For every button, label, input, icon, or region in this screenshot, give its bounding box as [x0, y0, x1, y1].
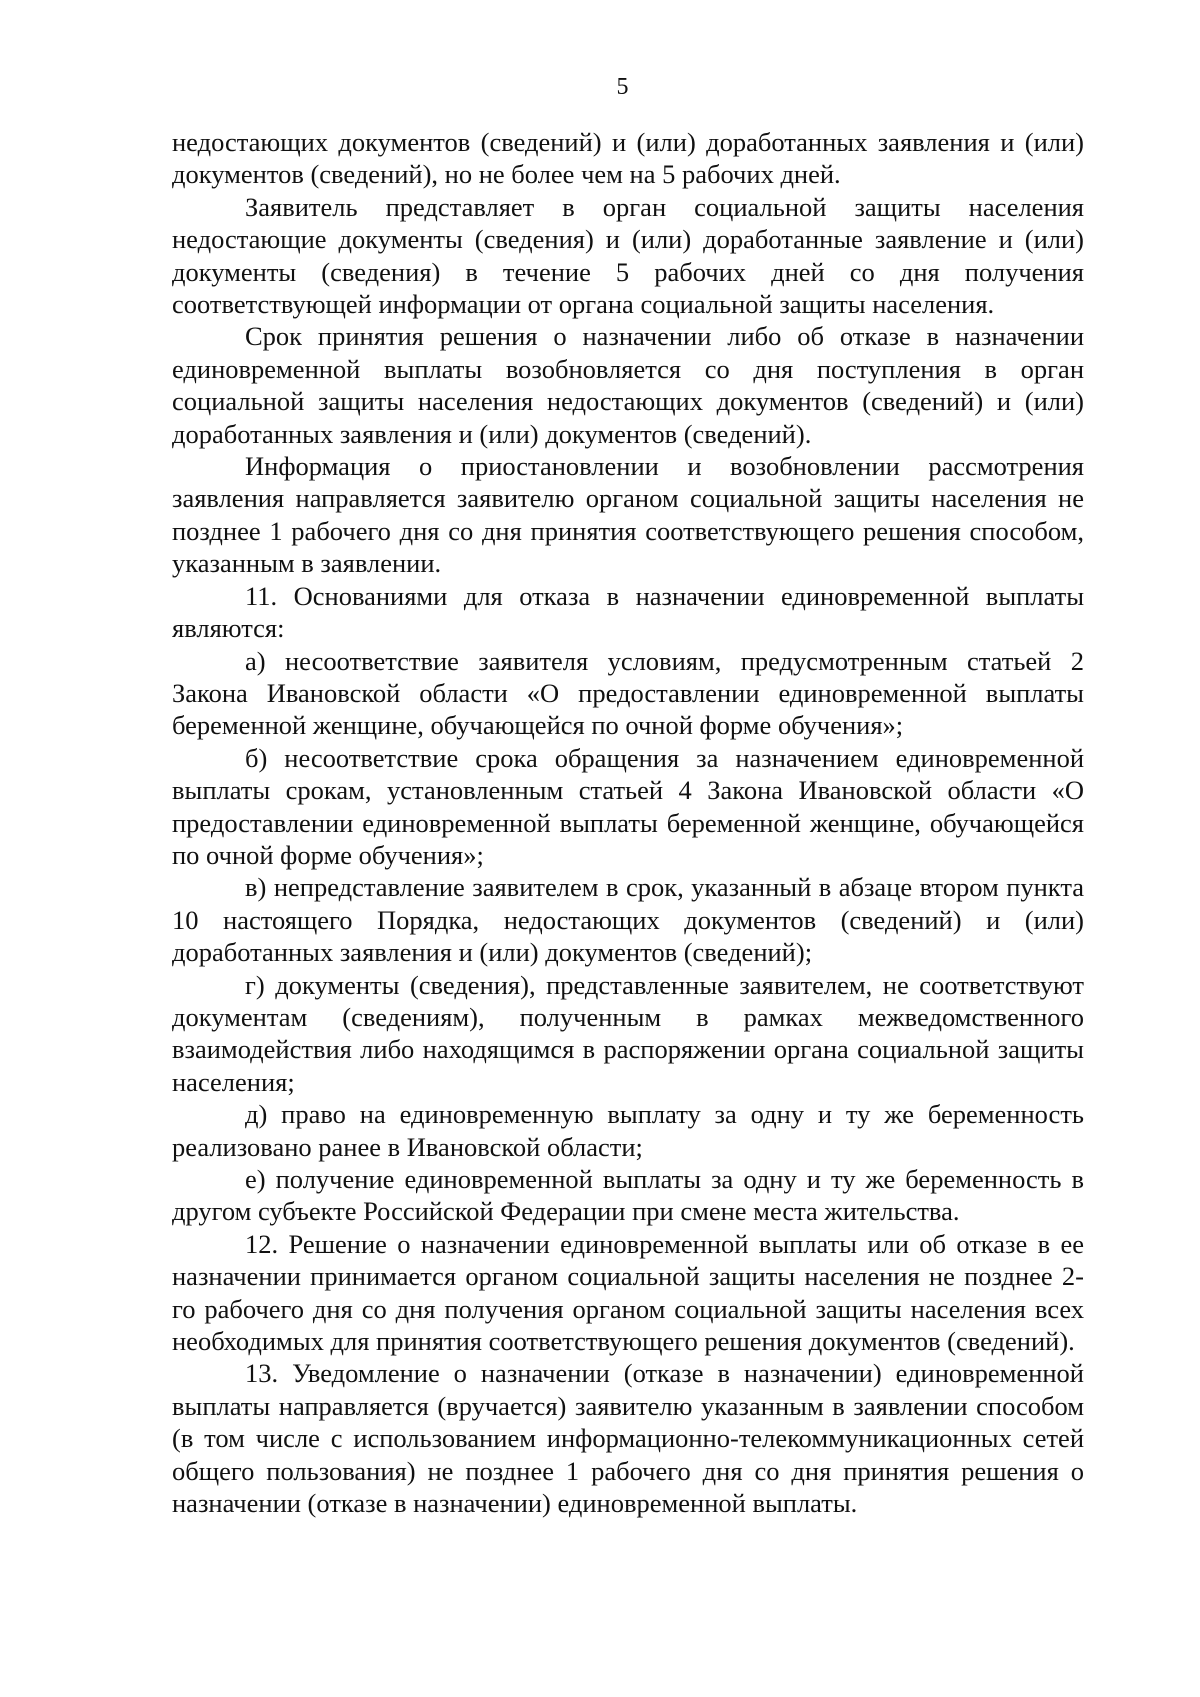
paragraph-item-13: 13. Уведомление о назначении (отказе в назначении) единовременной выплаты направляется (вручается) заявителю указанным в заявлении способом (в том числе с использованием информационно-телекоммуникационных сетей общего пользования) не позднее 1 рабочего дня со дня принятия решения о назначении (отказе в назначении) единовременной выплаты. [172, 1358, 1084, 1519]
paragraph-item-11-a: а) несоответствие заявителя условиям, предусмотренным статьей 2 Закона Ивановской области «О предоставлении единовременной выплаты беременной женщине, обучающейся по очной форме обучения»; [172, 645, 1084, 741]
paragraph-item-11-g: г) документы (сведения), представленные заявителем, не соответствуют документам (сведениям), полученным в рамках межведомственного взаимодействия либо находящимся в распоряжении органа социальной защиты населения; [172, 969, 1084, 1097]
paragraph-item-11-e: е) получение единовременной выплаты за одну и ту же беременность в другом субъекте Российской Федерации при смене места жительства. [172, 1164, 1084, 1227]
paragraph-applicant-submits: Заявитель представляет в орган социальной защиты населения недостающие документы (сведения) и (или) доработанные заявление и (или) документы (сведения) в течение 5 рабочих дней со дня получения соответствующей информации от органа социальной защиты населения. [172, 191, 1084, 320]
page-number: 5 [616, 74, 629, 100]
paragraph-item-11-b: б) несоответствие срока обращения за назначением единовременной выплаты срокам, установленным статьей 4 Закона Ивановской области «О предоставлении единовременной выплаты беременной женщине, обучающейся по очной форме обучения»; [172, 742, 1084, 870]
paragraph-item-11: 11. Основаниями для отказа в назначении единовременной выплаты являются: [172, 580, 1084, 644]
document-body [172, 126, 1084, 1519]
paragraph-decision-term-resumed: Срок принятия решения о назначении либо об отказе в назначении единовременной выплаты возобновляется со дня поступления в орган социальной защиты населения недостающих документов (сведений) и (или) доработанных заявления и (или) документов (сведений). [172, 321, 1084, 449]
paragraph-item-11-d: д) право на единовременную выплату за одну и ту же беременность реализовано ранее в Ивановской области; [172, 1099, 1084, 1162]
paragraph-suspension-info: Информация о приостановлении и возобновлении рассмотрения заявления направляется заявителю органом социальной защиты населения не позднее 1 рабочего дня со дня принятия соответствующего решения способом, указанным в заявлении. [172, 451, 1084, 579]
paragraph-item-12: 12. Решение о назначении единовременной выплаты или об отказе в ее назначении принимается органом социальной защиты населения не позднее 2-го рабочего дня со дня получения органом социальной защиты населения всех необходимых для принятия соответствующего решения документов (сведений). [172, 1228, 1084, 1357]
paragraph-continuation: недостающих документов (сведений) и (или) доработанных заявления и (или) документов (сведений), но не более чем на 5 рабочих дней. [172, 127, 1084, 190]
paragraph-item-11-v: в) непредставление заявителем в срок, указанный в абзаце втором пункта 10 настоящего Порядка, недостающих документов (сведений) и (или) доработанных заявления и (или) документов (сведений); [172, 872, 1084, 968]
